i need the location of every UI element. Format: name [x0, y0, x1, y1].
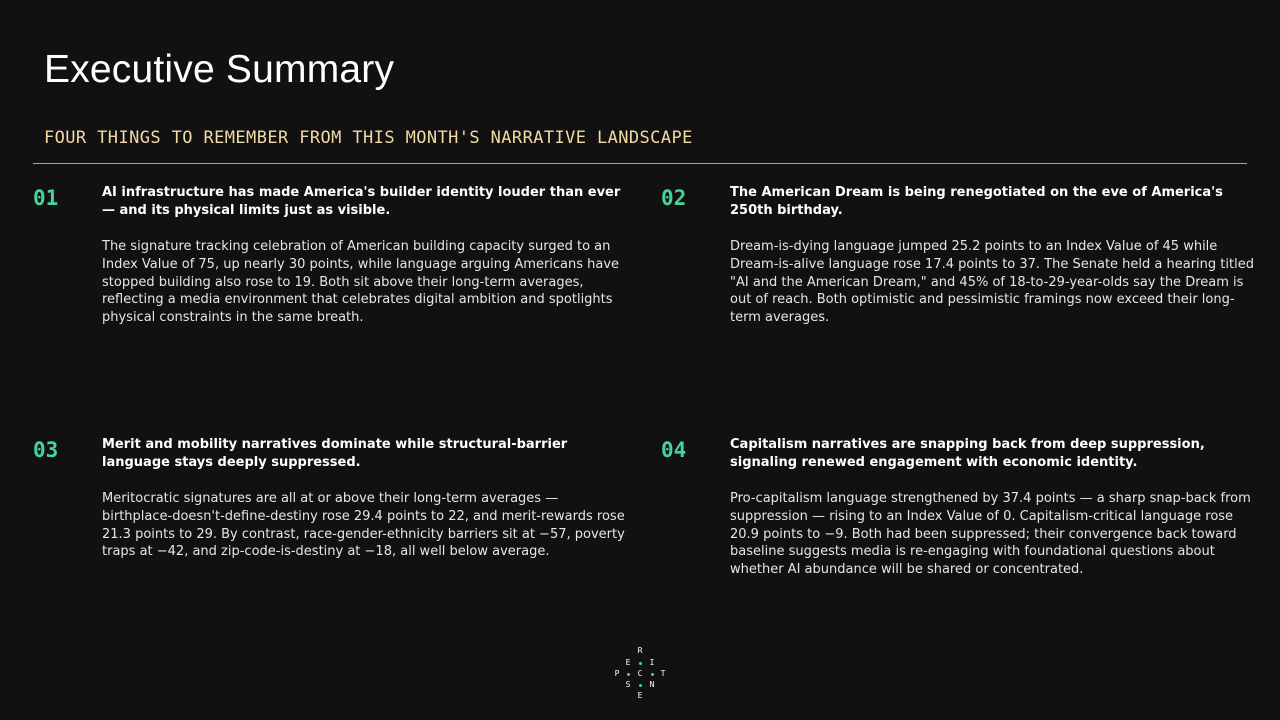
- logo-letter: T: [660, 669, 666, 678]
- page-subtitle: FOUR THINGS TO REMEMBER FROM THIS MONTH'S NARRATIVE LANDSCAPE: [44, 128, 693, 148]
- logo-dot: [639, 684, 642, 687]
- divider-rule: [33, 163, 1247, 164]
- item-heading: Capitalism narratives are snapping back from deep suppression, signaling renewed engagement with economic identity.: [730, 437, 1205, 470]
- logo-dot: [627, 673, 630, 676]
- item-number: 02: [661, 186, 687, 210]
- page-title: Executive Summary: [44, 48, 395, 91]
- logo-dot: [651, 673, 654, 676]
- item-heading: Merit and mobility narratives dominate while structural-barrier language stays deeply suppressed.: [102, 437, 568, 470]
- item-body: Pro-capitalism language strengthened by 37.4 points — a sharp snap-back from suppression — rising to an Index Value of 0. Capitalism-critical language rose 20.9 points to −9. Both had been suppressed; their convergence back toward baseline suggests media is re-engaging with foundational questions about whether AI abundance will be shared or concentrated.: [730, 491, 1251, 578]
- logo-letter: R: [637, 646, 643, 655]
- logo-letter: C: [637, 669, 643, 678]
- item-body: Dream-is-dying language jumped 25.2 points to an Index Value of 45 while Dream-is-alive language rose 17.4 points to 37. The Senate held a hearing titled "AI and the American Dream," and 45% of 18-to-29-year-olds say the Dream is out of reach. Both optimistic and pessimistic framings now exceed their long-term averages.: [730, 239, 1254, 326]
- item-number: 03: [33, 438, 59, 462]
- item-body: The signature tracking celebration of American building capacity surged to an Index Value of 75, up nearly 30 points, while language arguing Americans have stopped building also rose to 19. Both sit above their long-term averages, reflecting a media environment that celebrates digital ambition and spotlights physical constraints in the same breath.: [102, 239, 620, 326]
- logo-letter: E: [625, 658, 631, 667]
- item-heading: AI infrastructure has made America's builder identity louder than ever — and its physical limits just as visible.: [102, 185, 621, 218]
- logo-dot: [639, 662, 642, 665]
- item-body: Meritocratic signatures are all at or above their long-term averages — birthplace-doesn't-define-destiny rose 29.4 points to 22, and merit-rewards rose 21.3 points to 29. By contrast, race-gender-ethnicity barriers sit at −57, poverty traps at −42, and zip-code-is-destiny at −18, all well below average.: [102, 491, 625, 560]
- logo-letter: E: [637, 691, 643, 700]
- item-number: 04: [661, 438, 687, 462]
- logo-letter: N: [649, 680, 655, 689]
- logo-letter: S: [625, 680, 631, 689]
- logo-letter: P: [614, 669, 620, 678]
- item-number: 01: [33, 186, 59, 210]
- item-heading: The American Dream is being renegotiated on the eve of America's 250th birthday.: [730, 185, 1223, 218]
- brand-logo: [612, 646, 668, 702]
- logo-letter: I: [649, 658, 655, 667]
